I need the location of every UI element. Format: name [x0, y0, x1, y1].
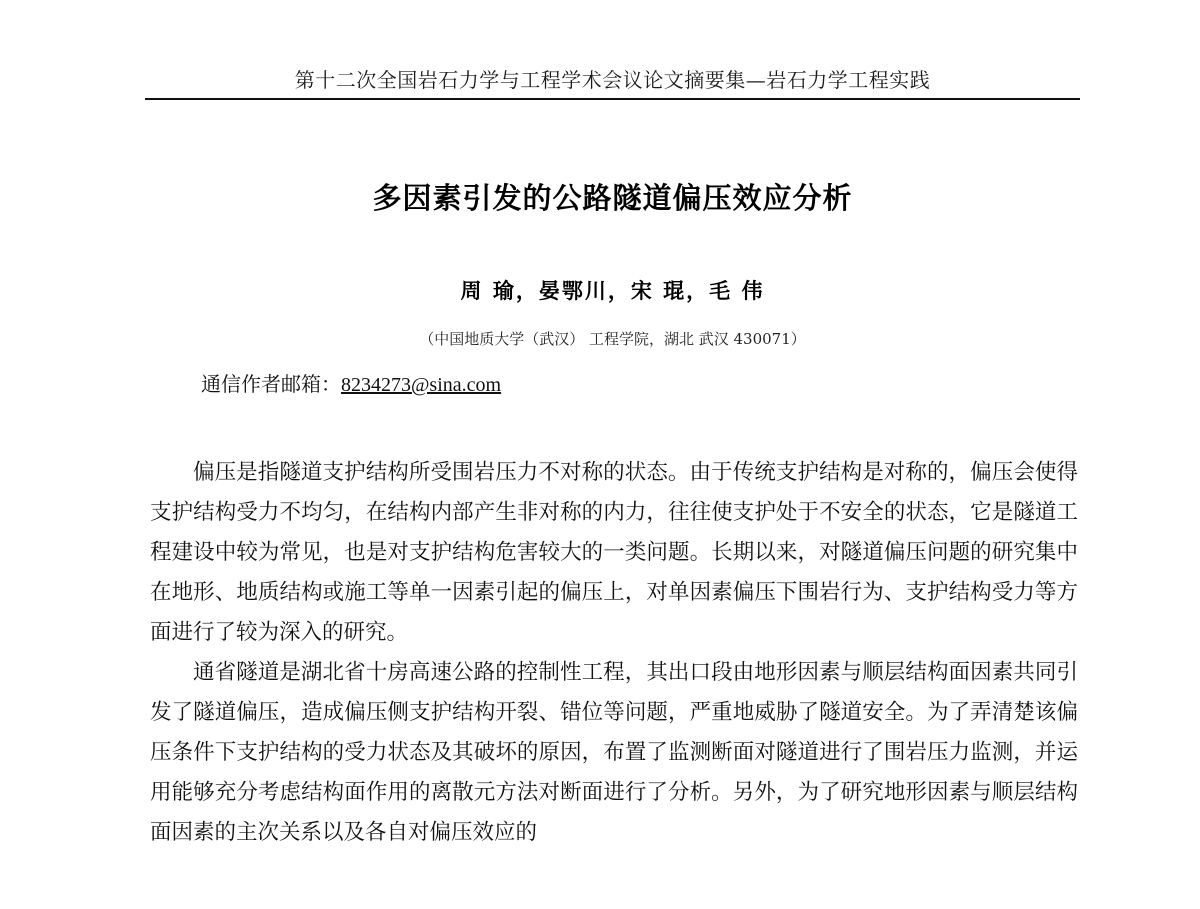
running-header: 第十二次全国岩石力学与工程学术会议论文摘要集—岩石力学工程实践	[294, 68, 931, 92]
author-list: 周 瑜，晏鄂川，宋 琨，毛 伟	[460, 279, 765, 303]
paragraph: 通省隧道是湖北省十房高速公路的控制性工程，其出口段由地形因素与顺层结构面因素共同引发了隧道偏压，造成偏压侧支护结构开裂、错位等问题，严重地威胁了隧道安全。为了弄清楚该偏压条件下支护结构的受力状态及其破坏的原因，布置了监测断面对隧道进行了围岩压力监测，并运用能够充分考虑结构面作用的离散元方法对断面进行了分析。另外，为了研究地形因素与顺层结构面因素的主次关系以及各自对偏压效应的	[150, 660, 1078, 845]
email-label: 通信作者邮箱：	[201, 372, 341, 396]
affiliation: （中国地质大学（武汉） 工程学院，湖北 武汉 430071）	[419, 330, 806, 348]
email-link[interactable]: 8234273@sina.com	[341, 374, 502, 396]
header-rule	[145, 98, 1080, 100]
corresponding-email-line	[201, 368, 501, 397]
paragraph: 偏压是指隧道支护结构所受围岩压力不对称的状态。由于传统支护结构是对称的，偏压会使得支护结构受力不均匀，在结构内部产生非对称的内力，往往使支护处于不安全的状态，它是隧道工程建设中较为常见，也是对支护结构危害较大的一类问题。长期以来，对隧道偏压问题的研究集中在地形、地质结构或施工等单一因素引起的偏压上，对单因素偏压下围岩行为、支护结构受力等方面进行了较为深入的研究。	[150, 460, 1078, 645]
body-text	[150, 453, 1078, 853]
paper-title: 多因素引发的公路隧道偏压效应分析	[372, 181, 853, 215]
